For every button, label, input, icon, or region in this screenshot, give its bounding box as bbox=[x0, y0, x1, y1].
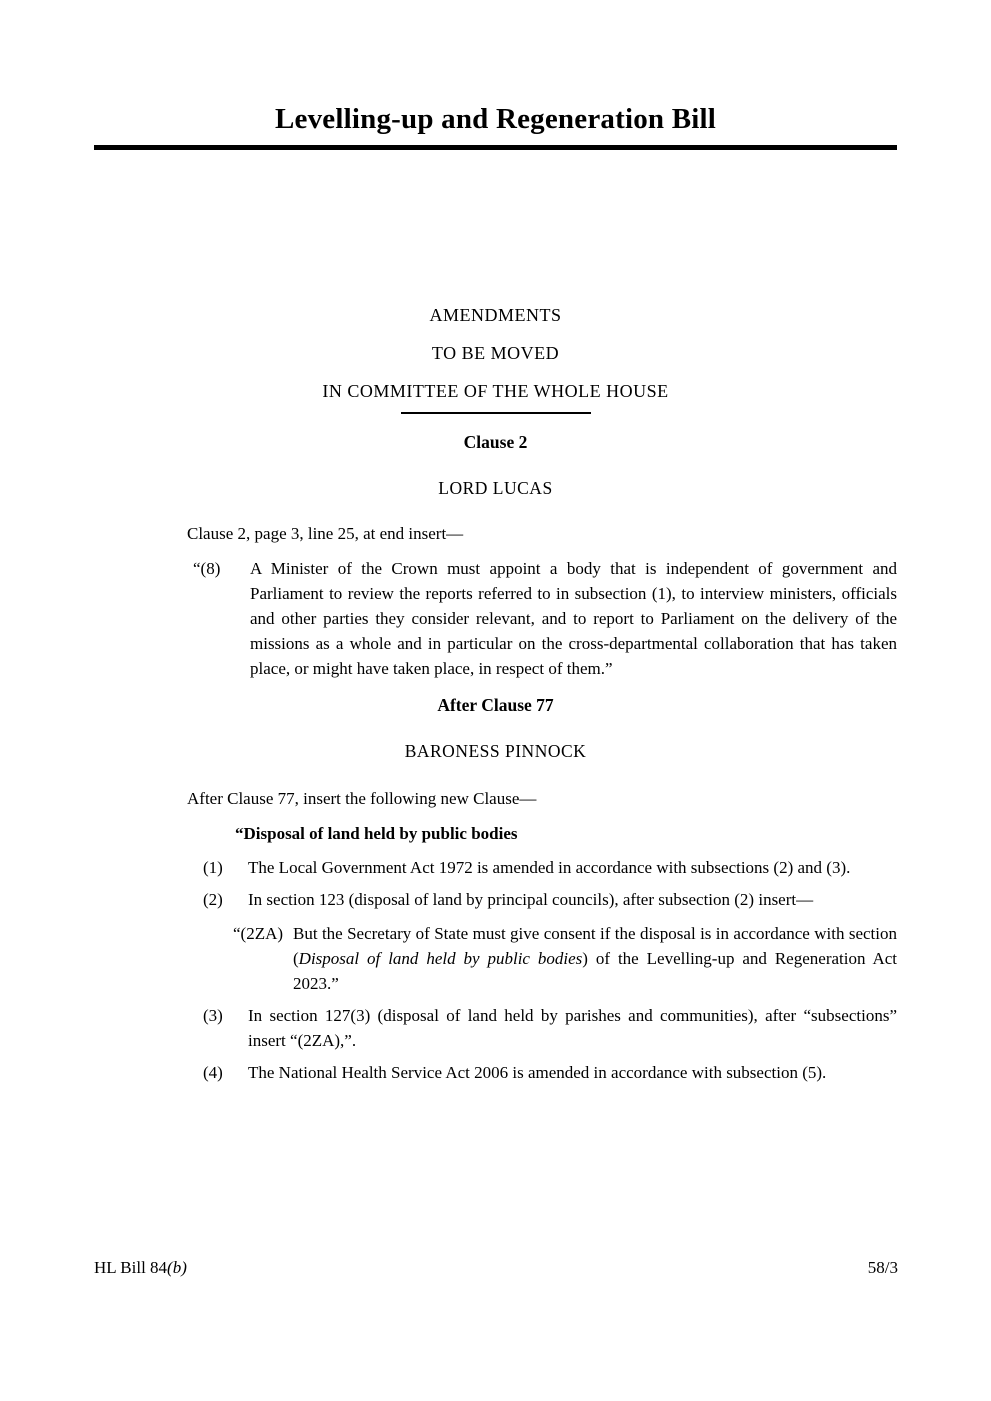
new-clause-title: “Disposal of land held by public bodies bbox=[235, 824, 518, 843]
clause-2-heading: Clause 2 bbox=[463, 432, 528, 452]
bill-title: Levelling-up and Regeneration Bill bbox=[274, 103, 717, 135]
subsection-2za-text-italic: Disposal of land held by public bodies bbox=[298, 949, 583, 968]
after-clause-77-heading: After Clause 77 bbox=[437, 695, 554, 715]
subsection-2za-item bbox=[94, 921, 897, 996]
subsection-1-text: The Local Government Act 1972 is amended in accordance with subsections (2) and (3). bbox=[248, 858, 851, 877]
section-divider-rule bbox=[401, 412, 591, 414]
subsection-3-marker: (3) bbox=[203, 1006, 223, 1025]
subsection-1-item bbox=[94, 855, 897, 880]
subsection-3-item bbox=[94, 1003, 897, 1053]
subsection-3-text: In section 127(3) (disposal of land held by parishes and communities), after “subsections” insert “(2ZA),”. bbox=[248, 1006, 897, 1050]
page-footer bbox=[94, 1255, 898, 1280]
subsection-2za-text bbox=[293, 921, 897, 996]
bill-number bbox=[94, 1255, 187, 1280]
amendment-8-text: A Minister of the Crown must appoint a body that is independent of government and Parliament to review the reports referred to in subsection (1), to interview ministers, officials and other parties they consider relevant, and to report to Parliament on the delivery of the missions as a whole and in particular on the cross-departmental collaboration that has taken place, or might have taken place, in respect of them.” bbox=[250, 559, 897, 678]
amendments-header-block bbox=[0, 296, 991, 410]
subsection-2-item bbox=[94, 887, 897, 912]
amendment-8-marker: “(8) bbox=[193, 559, 221, 578]
committee-line: IN COMMITTEE OF THE WHOLE HOUSE bbox=[322, 381, 669, 401]
subsection-2za-text-pre: But the Secretary of State must give consent if the disposal is in accordance with section ( bbox=[293, 924, 897, 968]
subsection-2-text: In section 123 (disposal of land by principal councils), after subsection (2) insert— bbox=[248, 890, 814, 909]
mover-lord-lucas: LORD LUCAS bbox=[438, 478, 553, 498]
subsection-4-marker: (4) bbox=[203, 1063, 223, 1082]
title-double-rule bbox=[94, 145, 897, 150]
to-be-moved-line: TO BE MOVED bbox=[431, 343, 560, 363]
subsection-1-marker: (1) bbox=[203, 858, 223, 877]
bill-number-suffix: (b) bbox=[167, 1258, 187, 1277]
after-clause-77-instruction: After Clause 77, insert the following new Clause— bbox=[187, 789, 537, 808]
subsection-4-item bbox=[94, 1060, 897, 1085]
mover-baroness-pinnock: BARONESS PINNOCK bbox=[404, 741, 587, 761]
amendment-subsection-8 bbox=[94, 556, 897, 681]
subsection-4-text: The National Health Service Act 2006 is amended in accordance with subsection (5). bbox=[248, 1063, 827, 1082]
subsection-2za-text-post: ) of the Levelling-up and Regeneration Act 2023.” bbox=[293, 949, 897, 993]
session-number: 58/3 bbox=[867, 1258, 898, 1277]
subsection-2za-marker: “(2ZA) bbox=[233, 924, 284, 943]
subsection-2-marker: (2) bbox=[203, 890, 223, 909]
clause-2-instruction: Clause 2, page 3, line 25, at end insert— bbox=[187, 524, 464, 543]
amendments-heading: AMENDMENTS bbox=[429, 305, 562, 325]
bill-number-prefix: HL Bill 84 bbox=[94, 1258, 168, 1277]
